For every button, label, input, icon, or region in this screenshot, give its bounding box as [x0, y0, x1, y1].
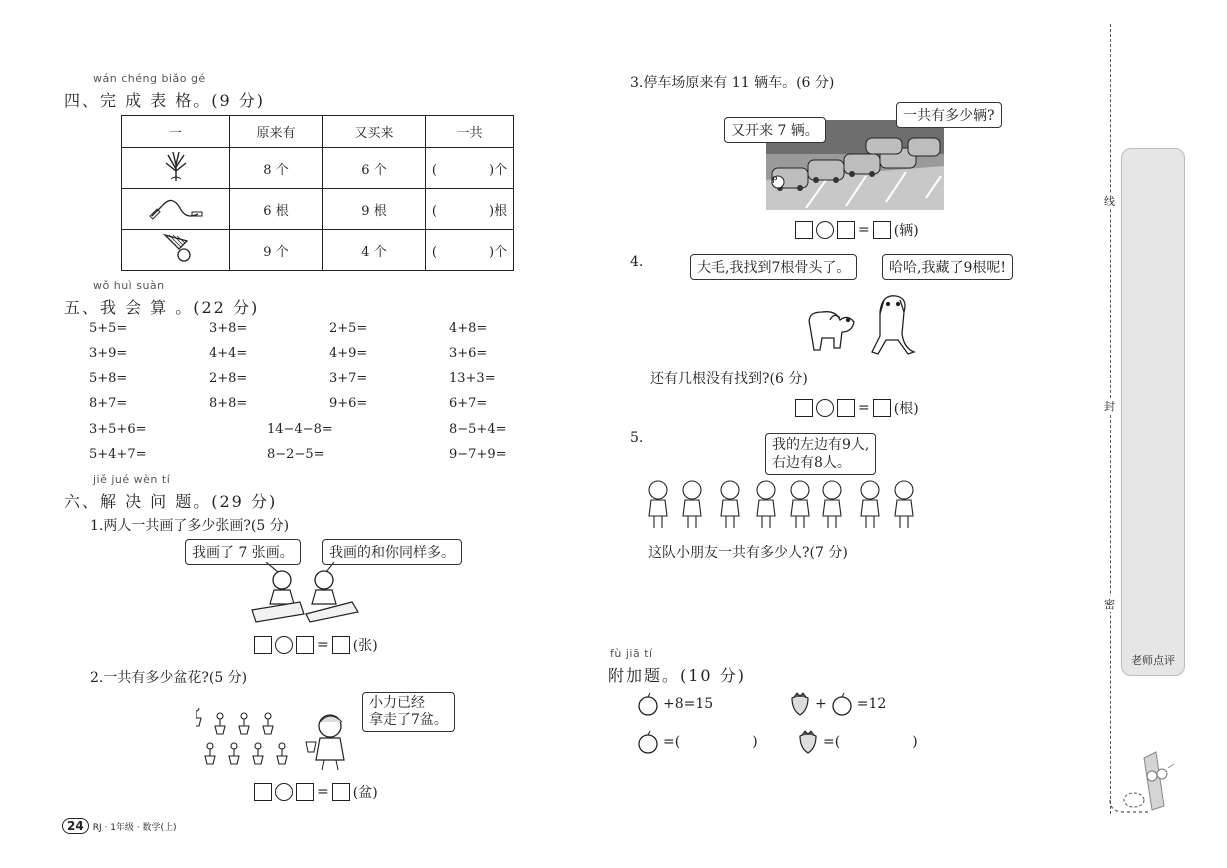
drawing-children-illustration [248, 562, 363, 624]
q2-box-3[interactable] [332, 783, 350, 801]
cell-r2-answer[interactable]: ( )个 [426, 230, 514, 271]
q5-bubble-line-1: 我的左边有9人, [772, 437, 870, 453]
cell-r1-answer[interactable]: ( )根 [426, 189, 514, 230]
s5-r0-c2: 2+5= [329, 321, 368, 336]
q5-text: 这队小朋友一共有多少人?(7 分) [648, 545, 848, 561]
q3-equals: = [858, 222, 870, 238]
extra-eq-4-text: =( [823, 734, 841, 750]
s6-pinyin: jiě jué wèn tí [93, 473, 171, 486]
teacher-comment-label: 老师点评 [1131, 654, 1175, 667]
s5-r0-c1: 3+8= [209, 321, 248, 336]
s5-r5-c0: 5+4+7= [89, 447, 147, 462]
q2-box-2[interactable] [296, 783, 314, 801]
s5-r4-c1: 14−4−8= [267, 422, 333, 437]
q3-bubble-2: 一共有多少辆? [896, 102, 1002, 128]
extra-title: 附加题。(10 分) [608, 666, 746, 685]
q3-box-1[interactable] [795, 221, 813, 239]
s5-r2-c2: 3+7= [329, 371, 368, 386]
q4-bubble-1: 大毛,我找到7根骨头了。 [690, 254, 857, 280]
extra-eq-4-close: ) [912, 734, 918, 750]
extra-eq-1 [636, 692, 713, 716]
q4-circle[interactable] [816, 399, 834, 417]
extra-eq-4 [796, 730, 918, 754]
q1-bubble-2: 我画的和你同样多。 [322, 539, 462, 565]
cell-r2-a: 9 个 [230, 230, 323, 271]
q4-formula [795, 398, 919, 418]
cut-line [1110, 24, 1111, 814]
q4-text: 还有几根没有找到?(6 分) [650, 371, 808, 387]
s5-title: 五、我 会 算 。(22 分) [64, 298, 260, 317]
q3-formula [795, 220, 919, 240]
s5-r0-c3: 4+8= [449, 321, 488, 336]
extra-eq-2-text: =12 [856, 696, 887, 712]
q3-box-2[interactable] [837, 221, 855, 239]
q1-equals: = [317, 637, 329, 653]
extra-pinyin: fù jiā tí [610, 647, 653, 660]
q5-bubble-line-2: 右边有8人。 [772, 455, 851, 471]
footer [62, 818, 177, 834]
dogs-illustration [800, 282, 935, 360]
q4-box-2[interactable] [837, 399, 855, 417]
extra-eq-3-close: ) [752, 734, 758, 750]
q4-box-3[interactable] [873, 399, 891, 417]
q2-text: 2.一共有多少盆花?(5 分) [90, 670, 248, 686]
s5-r5-c2: 9−7+9= [449, 447, 507, 462]
cell-r0-b: 6 个 [323, 148, 426, 189]
q3-text: 3.停车场原来有 11 辆车。(6 分) [630, 75, 835, 91]
q1-unit: (张) [352, 638, 378, 654]
q4-number: 4. [630, 254, 644, 270]
girl-carrying-pot-illustration [298, 708, 354, 772]
s5-r2-c1: 2+8= [209, 371, 248, 386]
footer-text: RJ · 1年级 · 数学(上) [92, 822, 177, 833]
q2-formula [254, 782, 378, 802]
q1-formula [254, 635, 378, 655]
extra-eq-2 [788, 692, 886, 716]
cell-r1-a: 6 根 [230, 189, 323, 230]
jump-rope-icon [122, 189, 230, 230]
margin-xian: 线 [1104, 195, 1115, 208]
q1-box-1[interactable] [254, 636, 272, 654]
apple-icon [636, 730, 660, 754]
s4-pinyin: wán chéng biǎo gé [93, 72, 206, 85]
s5-r1-c0: 3+9= [89, 346, 128, 361]
th-3: 一共 [426, 116, 514, 148]
cell-r0-answer[interactable]: ( )个 [426, 148, 514, 189]
cell-r0-a: 8 个 [230, 148, 323, 189]
margin-feng: 封 [1104, 400, 1115, 413]
s5-r0-c0: 5+5= [89, 321, 128, 336]
q5-bubble [765, 433, 876, 475]
s5-pinyin: wǒ huì suàn [93, 279, 165, 292]
q3-unit: (辆) [893, 223, 919, 239]
flower-pots-illustration [196, 708, 306, 772]
s5-r3-c2: 9+6= [329, 396, 368, 411]
strawberry-icon [788, 692, 812, 716]
extra-eq-2-plus: + [815, 696, 827, 712]
s5-r4-c0: 3+5+6= [89, 422, 147, 437]
q2-box-1[interactable] [254, 783, 272, 801]
strawberry-icon [796, 730, 820, 754]
shuttlecock-icon [122, 230, 230, 271]
s5-r2-c3: 13+3= [449, 371, 496, 386]
q1-box-3[interactable] [332, 636, 350, 654]
s5-r5-c1: 8−2−5= [267, 447, 325, 462]
q5-number: 5. [630, 430, 644, 446]
s5-r1-c3: 3+6= [449, 346, 488, 361]
q2-bubble-line-2: 拿走了7盆。 [369, 712, 448, 728]
q4-equals: = [858, 400, 870, 416]
q2-bubble-line-1: 小力已经 [369, 695, 425, 711]
apple-icon [636, 692, 660, 716]
s5-r1-c1: 4+4= [209, 346, 248, 361]
q1-box-2[interactable] [296, 636, 314, 654]
extra-eq-3-text: =( [663, 734, 681, 750]
q4-unit: (根) [893, 401, 919, 417]
extra-eq-1-text: +8=15 [663, 696, 714, 712]
th-0: 一 [122, 116, 230, 148]
q4-bubble-2: 哈哈,我藏了9根呢! [882, 254, 1013, 280]
s5-r2-c0: 5+8= [89, 371, 128, 386]
s6-title: 六、解 决 问 题。(29 分) [64, 492, 278, 511]
s5-r4-c2: 8−5+4= [449, 422, 507, 437]
apple-icon [830, 692, 854, 716]
s5-r3-c1: 8+8= [209, 396, 248, 411]
s4-title: 四、完 成 表 格。(9 分) [64, 91, 266, 110]
cell-r1-b: 9 根 [323, 189, 426, 230]
q1-circle[interactable] [275, 636, 293, 654]
s5-r3-c3: 6+7= [449, 396, 488, 411]
children-row-illustration [640, 478, 925, 532]
q3-box-3[interactable] [873, 221, 891, 239]
q1-text: 1.两人一共画了多少张画?(5 分) [90, 518, 290, 534]
pencil-mascot-icon [1108, 748, 1178, 814]
q4-box-1[interactable] [795, 399, 813, 417]
q2-equals: = [317, 784, 329, 800]
s5-r1-c2: 4+9= [329, 346, 368, 361]
s4-table [121, 115, 514, 271]
parking-sign: P [772, 176, 778, 186]
th-1: 原来有 [230, 116, 323, 148]
margin-mi: 密 [1104, 598, 1115, 611]
vegetable-icon [122, 148, 230, 189]
s5-r3-c0: 8+7= [89, 396, 128, 411]
q2-circle[interactable] [275, 783, 293, 801]
q2-bubble [362, 692, 455, 732]
teacher-comment-panel [1121, 148, 1185, 676]
q3-bubble-1: 又开来 7 辆。 [724, 117, 826, 143]
q3-circle[interactable] [816, 221, 834, 239]
cell-r2-b: 4 个 [323, 230, 426, 271]
extra-eq-3 [636, 730, 758, 754]
page-number: 24 [62, 818, 89, 834]
q1-bubble-1: 我画了 7 张画。 [185, 539, 301, 565]
th-2: 又买来 [323, 116, 426, 148]
q2-unit: (盆) [352, 785, 378, 801]
